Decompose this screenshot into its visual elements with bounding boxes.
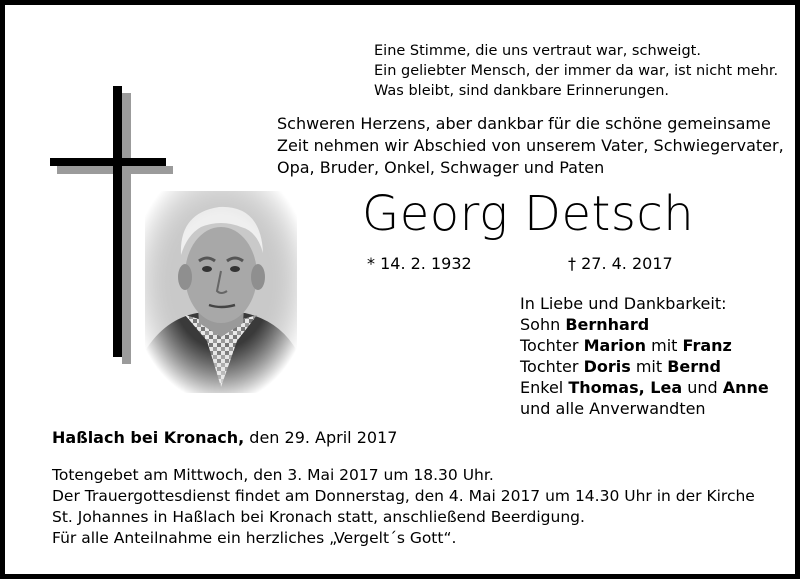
- deceased-name: Georg Detsch: [362, 186, 695, 242]
- mourner-name: Bernd: [667, 357, 721, 376]
- intro-line: Zeit nehmen wir Abschied von unserem Vater, Schwiegervater,: [277, 136, 784, 155]
- service-line: Für alle Anteilnahme ein herzliches „Vergelt´s Gott“.: [52, 529, 457, 547]
- mourner-grandchildren: [520, 377, 769, 398]
- cross-shadow: [122, 93, 131, 364]
- intro-line: Opa, Bruder, Onkel, Schwager und Paten: [277, 158, 605, 177]
- relation-label: Sohn: [520, 315, 566, 334]
- cross-icon: [113, 86, 122, 357]
- service-line: Totengebet am Mittwoch, den 3. Mai 2017 um 18.30 Uhr.: [52, 466, 494, 484]
- place-date: [52, 428, 397, 448]
- mourner-name: Bernhard: [565, 315, 650, 334]
- verse-line: Eine Stimme, die uns vertraut war, schweigt.: [374, 43, 701, 59]
- birth-date: * 14. 2. 1932: [367, 254, 472, 273]
- mourner-name: Doris: [583, 357, 631, 376]
- connector: mit: [630, 357, 668, 376]
- verse-line: Was bleibt, sind dankbare Erinnerungen.: [374, 83, 669, 99]
- mourner-daughter: [520, 335, 769, 356]
- date: den 29. April 2017: [244, 428, 398, 447]
- cross-icon-bar: [50, 158, 166, 166]
- verse: [374, 41, 778, 101]
- death-date: † 27. 4. 2017: [568, 254, 673, 273]
- mourner-daughter: [520, 356, 769, 377]
- mourner-name: Thomas, Lea: [568, 378, 683, 397]
- service-line: Der Trauergottesdienst findet am Donnerstag, den 4. Mai 2017 um 14.30 Uhr in der Kirche: [52, 487, 755, 505]
- relation-label: Tochter: [520, 357, 584, 376]
- service-info: [52, 465, 755, 549]
- relation-label: Enkel: [520, 378, 569, 397]
- mourner-name: Marion: [583, 336, 647, 355]
- mourners-list: [520, 293, 769, 419]
- intro-line: Schweren Herzens, aber dankbar für die schöne gemeinsame: [277, 114, 771, 133]
- mourners-heading: In Liebe und Dankbarkeit:: [520, 294, 727, 313]
- service-line: St. Johannes in Haßlach bei Kronach statt, anschließend Beerdigung.: [52, 508, 585, 526]
- mourner-son: [520, 314, 769, 335]
- intro-text: [277, 113, 784, 179]
- relation-label: Tochter: [520, 336, 584, 355]
- portrait-photo: [145, 191, 297, 393]
- mourner-name: Franz: [682, 336, 732, 355]
- connector: mit: [646, 336, 683, 355]
- mourners-closing: und alle Anverwandten: [520, 399, 706, 418]
- connector: und: [682, 378, 723, 397]
- mourner-name: Anne: [722, 378, 769, 397]
- place: Haßlach bei Kronach,: [52, 428, 245, 447]
- verse-line: Ein geliebter Mensch, der immer da war, ist nicht mehr.: [374, 63, 779, 79]
